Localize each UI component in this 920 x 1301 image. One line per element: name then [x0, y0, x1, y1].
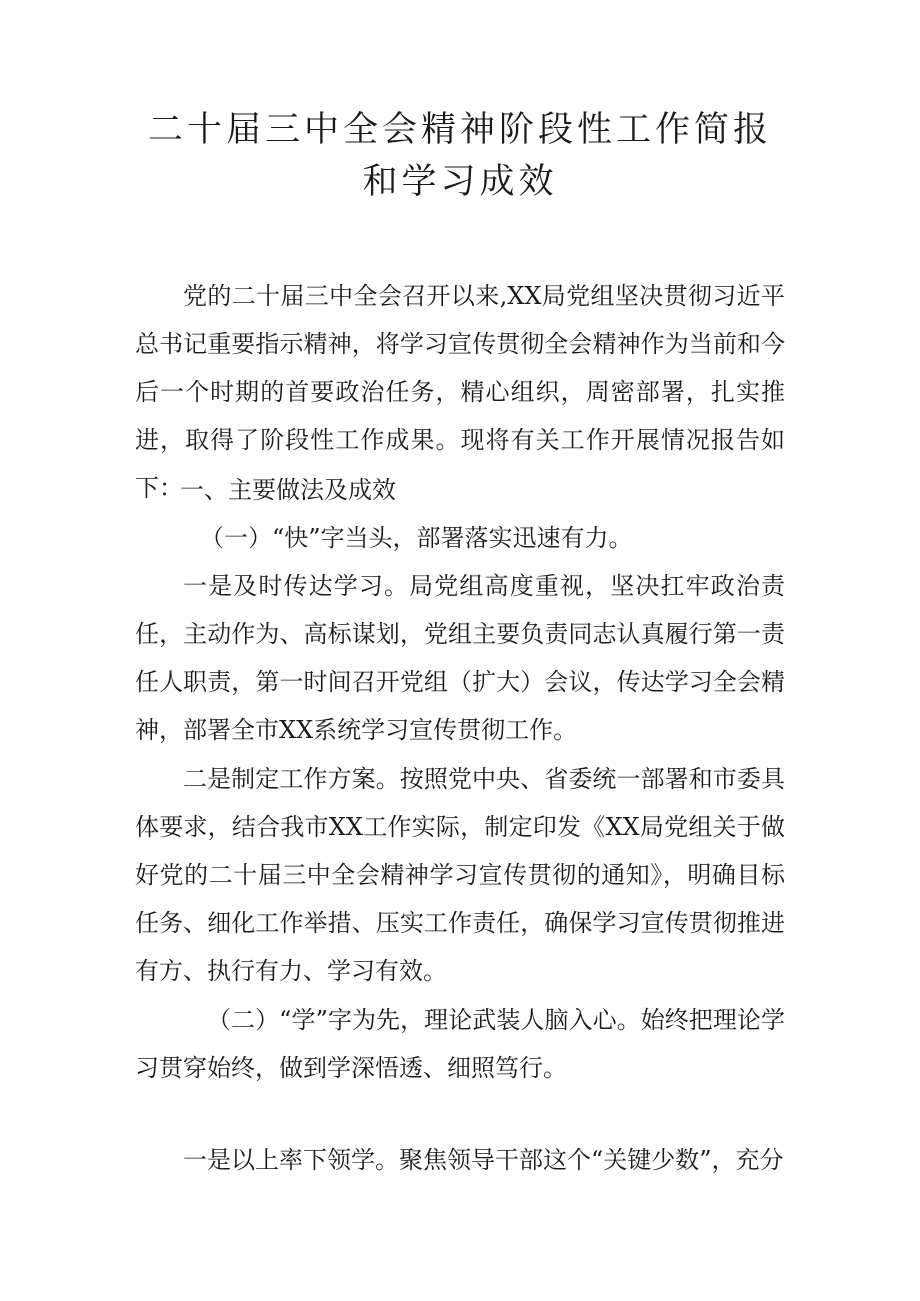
document-title: 二十届三中全会精神阶段性工作简报和学习成效 [147, 110, 772, 202]
body-paragraph-2: 二是制定工作方案。按照党中央、省委统一部署和市委具体要求，结合我市XX工作实际，制定印发《XX局党组关于做好党的二十届三中全会精神学习宣传贯彻的通知》，明确目标任务、细化工作举措、压实工作责任，确保学习宣传贯彻推进有方、执行有力、学习有效。 [135, 765, 785, 985]
subsection-heading-1: （一）“快”字当头，部署落实迅速有力。 [200, 524, 633, 552]
subsection-paragraph-2: （二）“学”字为先，理论武装人脑入心。始终把理论学习贯穿始终，做到学深悟透、细照笃行。 [135, 1006, 785, 1082]
body-paragraph-3: 一是以上率下领学。聚焦领导干部这个“关键少数”，充分 [183, 1146, 784, 1174]
section-heading-1: 一、主要做法及成效 [180, 476, 396, 504]
body-paragraph-1: 一是及时传达学习。局党组高度重视，坚决扛牢政治责任，主动作为、高标谋划，党组主要负责同志认真履行第一责任人职责，第一时间召开党组（扩大）会议，传达学习全会精神，部署全市XX系统学习宣传贯彻工作。 [135, 572, 785, 744]
intro-paragraph: 党的二十届三中全会召开以来,XX局党组坚决贯彻习近平总书记重要指示精神，将学习宣传贯彻全会精神作为当前和今后一个时期的首要政治任务，精心组织，周密部署，扎实推进，取得了阶段性工作成果。现将有关工作开展情况报告如下： [135, 282, 785, 502]
